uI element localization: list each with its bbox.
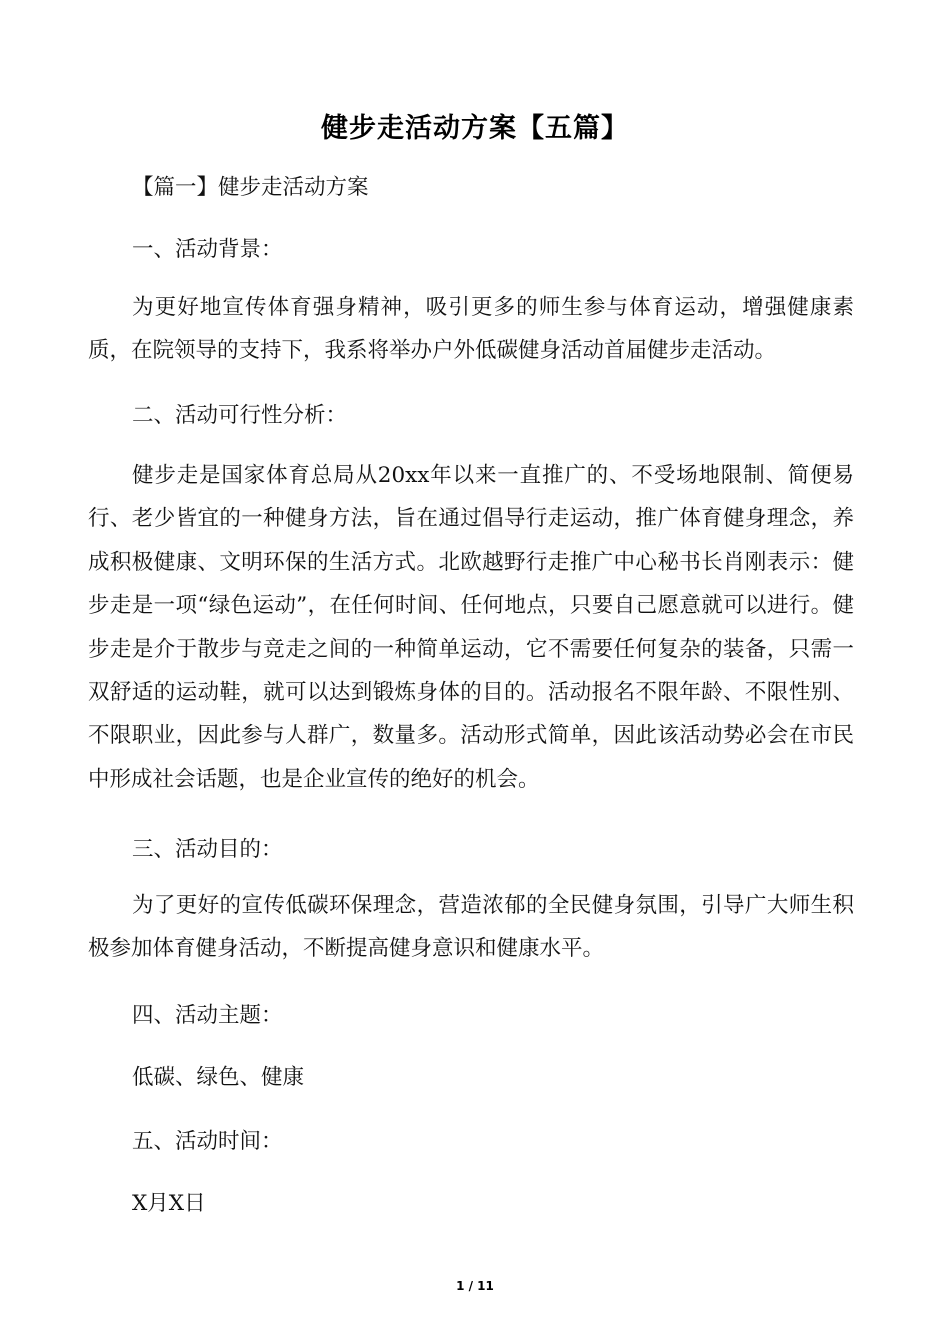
paragraph-feasibility: 健步走是国家体育总局从20xx年以来一直推广的、不受场地限制、简便易行、老少皆宜的一种健身方法，旨在通过倡导行走运动，推广体育健身理念，养成积极健康、文明环保的生活方式。北欧越野行走推广中心秘书长肖刚表示：健步走是一项“绿色运动”，在任何时间、任何地点，只要自己愿意就可以进行。健步走是介于散步与竞走之间的一种简单运动，它不需要任何复杂的装备，只需一双舒适的运动鞋，就可以达到锻炼身体的目的。活动报名不限年龄、不限性别、不限职业，因此参与人群广，数量多。活动形式简单，因此该活动势必会在市民中形成社会话题，也是企业宣传的绝好的机会。	[88, 463, 854, 792]
time-text: X月X日	[132, 1191, 206, 1216]
heading-theme: 四、活动主题：	[132, 1003, 283, 1028]
paragraph-purpose: 为了更好的宣传低碳环保理念，营造浓郁的全民健身氛围，引导广大师生积极参加体育健身活动，不断提高健身意识和健康水平。	[88, 893, 854, 962]
heading-time: 五、活动时间：	[132, 1129, 283, 1154]
heading-purpose: 三、活动目的：	[132, 837, 283, 862]
heading-background: 一、活动背景：	[132, 237, 283, 262]
document-title: 健步走活动方案【五篇】	[321, 113, 629, 144]
paragraph-background: 为更好地宣传体育强身精神，吸引更多的师生参与体育运动，增强健康素质，在院领导的支持下，我系将举办户外低碳健身活动首届健步走活动。	[88, 295, 854, 364]
section-title: 【篇一】健步走活动方案	[132, 175, 369, 200]
page-number: 1 / 11	[456, 1279, 494, 1293]
heading-feasibility: 二、活动可行性分析：	[132, 403, 348, 428]
theme-text: 低碳、绿色、健康	[132, 1065, 305, 1090]
